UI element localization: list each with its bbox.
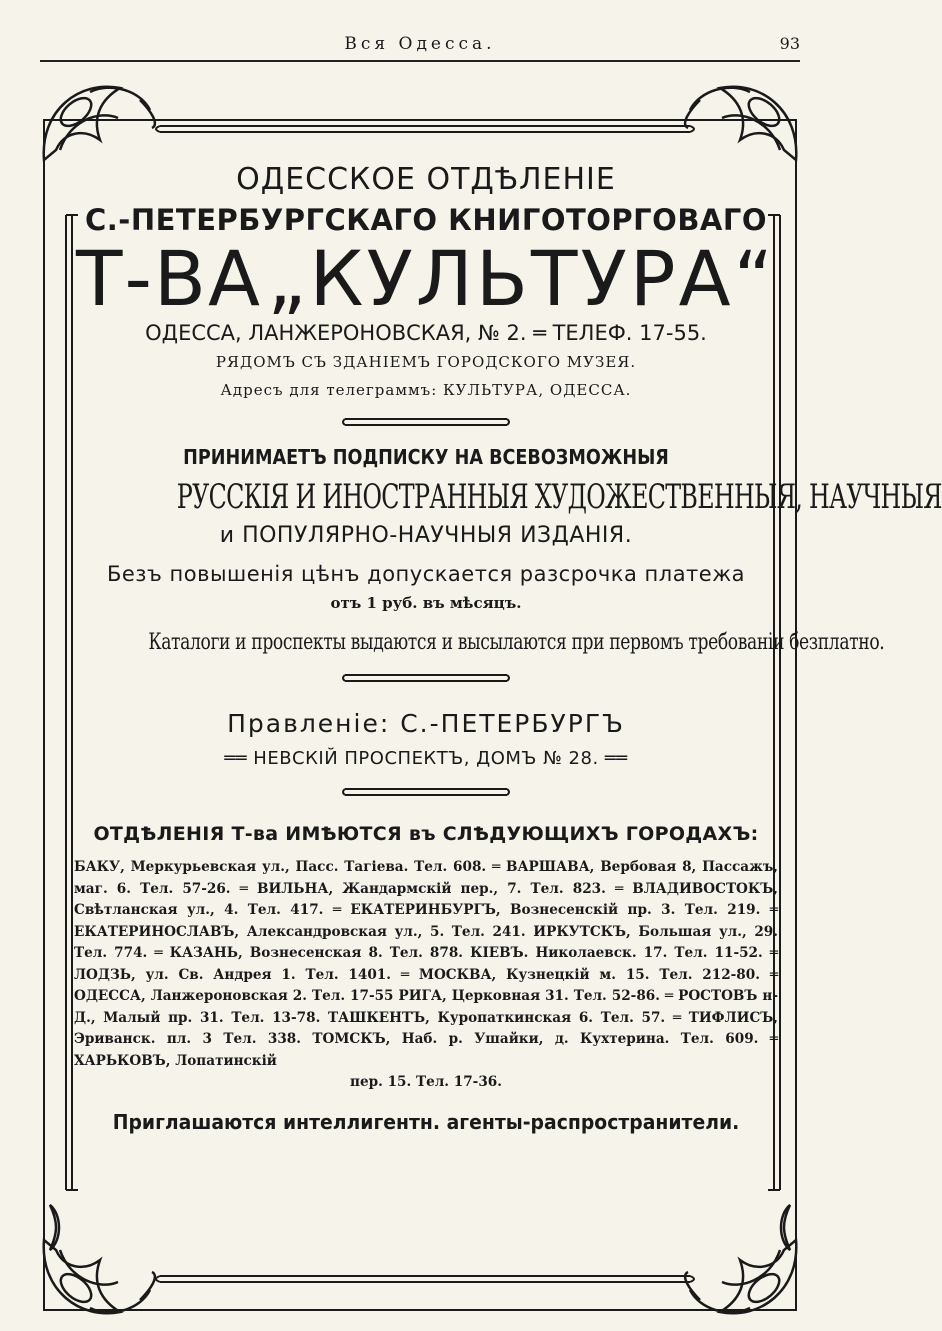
advertisement-body	[70, 150, 942, 1134]
popular-editions-line: и ПОПУЛЯРНО-НАУЧНЫЯ ИЗДАНІЯ.	[219, 523, 633, 548]
running-title: Вся Одесса.	[344, 34, 496, 54]
branches-last-line: пер. 15. Тел. 17-36.	[350, 1074, 502, 1090]
agents-line: Приглашаются интеллигентн. агенты-распространители.	[112, 1109, 740, 1134]
side-ornament-right	[781, 1205, 790, 1250]
page-number: 93	[779, 34, 800, 53]
landmark-line: РЯДОМЪ СЪ ЗДАНІЕМЪ ГОРОДСКОГО МУЗЕЯ.	[215, 353, 637, 371]
editions-line: РУССКІЯ И ИНОСТРАННЫЯ ХУДОЖЕСТВЕННЫЯ, НАУЧНЫЯ	[176, 477, 942, 517]
telegram-line: Адресъ для телеграммъ: КУЛЬТУРА, ОДЕССА.	[220, 381, 632, 399]
divider-ornament	[341, 413, 511, 431]
corner-ornament-bottom-left	[44, 1240, 155, 1313]
board-line: Правленіе: С.-ПЕТЕРБУРГЪ	[227, 709, 625, 738]
corner-ornament-bottom-right	[685, 1240, 796, 1313]
subscription-line: ПРИНИМАЕТЪ ПОДПИСКУ НА ВСЕВОЗМОЖНЫЯ	[183, 445, 669, 469]
corner-ornament-top-left	[44, 87, 155, 160]
installment-amount: отъ 1 руб. въ мѣсяцъ.	[330, 594, 522, 612]
board-address: ══ НЕВСКІЙ ПРОСПЕКТЪ, ДОМЪ № 28. ══	[224, 748, 628, 769]
branch-heading: ОДЕССКОЕ ОТДѢЛЕНІЕ	[236, 162, 616, 197]
branches-text: БАКУ, Меркурьевская ул., Пасс. Тагіева. Тел. 608. ═ ВАРШАВА, Вербовая 8, Пассажъ, маг. 6. Тел. 57-26. ═ ВИЛЬНА, Жандармскій пер., 7. Тел. 823. ═ ВЛАДИВОСТОКЪ, Свѣтланская ул., 4. Тел. 417. ═ ЕКАТЕРИНБУРГЪ, Вознесенскій пр. 3. Тел. 219. ═ ЕКАТЕРИНОСЛАВЪ, Александровская ул., 5. Тел. 241. ИРКУТСКЪ, Большая ул., 29. Тел. 774. ═ КАЗАНЬ, Вознесенская 8. Тел. 878. КІЕВЪ. Николаевск. 17. Тел. 11-52. ═ ЛОДЗЬ, ул. Св. Андрея 1. Тел. 1401. ═ МОСКВА, Кузнецкій м. 15. Тел. 212-80. ═ ОДЕССА, Ланжероновская 2. Тел. 17-55 РИГА, Церковная 31. Тел. 52-86. ═ РОСТОВЪ н-Д., Малый пр. 31. Тел. 13-78. ТАШКЕНТЪ, Куропаткинская 6. Тел. 57. ═ ТИФЛИСЪ, Эриванск. пл. 3 Тел. 338. ТОМСКЪ, Наб. р. Ушайки, д. Кухтерина. Тел. 609. ═ ХАРЬКОВЪ, Лопатинскій	[74, 859, 778, 1069]
catalogs-line: Каталоги и проспекты выдаются и высылаются при первомъ требованіи безплатно.	[148, 630, 885, 655]
divider-ornament	[341, 669, 511, 687]
company-title: „КУЛЬТУРА“	[267, 234, 776, 323]
company-prefix: Т-ВА	[76, 234, 263, 323]
divider-ornament	[341, 783, 511, 801]
corner-ornament-top-right	[685, 87, 796, 160]
installment-line: Безъ повышенія цѣнъ допускается разсрочка платежа	[106, 562, 745, 586]
branches-title: ОТДѢЛЕНІЯ Т-ва ИМѢЮТСЯ въ СЛѢДУЮЩИХЪ ГОРОДАХЪ:	[93, 823, 759, 845]
side-ornament-left	[50, 1205, 59, 1250]
branches-list	[74, 857, 778, 1094]
address-line: ОДЕССА, ЛАНЖЕРОНОВСКАЯ, № 2. ═ ТЕЛЕФ. 17-55.	[145, 321, 707, 345]
company-heading: С.-ПЕТЕРБУРГСКАГО КНИГОТОРГОВАГО	[85, 203, 767, 237]
company-name	[70, 234, 782, 323]
